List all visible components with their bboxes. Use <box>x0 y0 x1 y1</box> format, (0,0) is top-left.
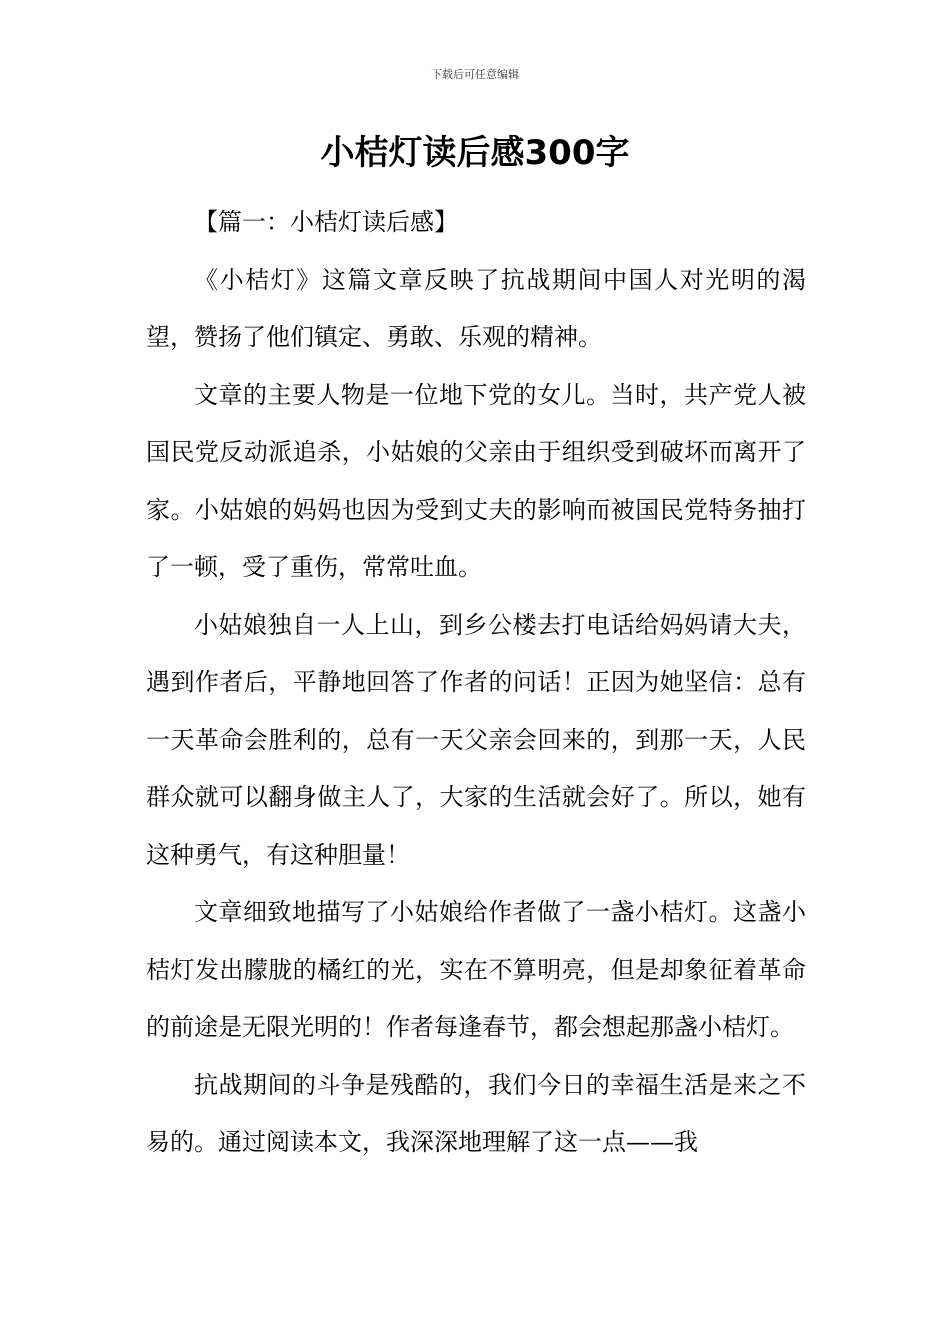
paragraph-2: 文章的主要人物是一位地下党的女儿。当时，共产党人被国民党反动派追杀，小姑娘的父亲由于组织受到破坏而离开了家。小姑娘的妈妈也因为受到丈夫的影响而被国民党特务抽打了一顿，受了重伤，常常吐血。 <box>146 380 806 581</box>
paragraph-5: 抗战期间的斗争是残酷的，我们今日的幸福生活是来之不易的。通过阅读本文，我深深地理解了这一点——我 <box>146 1070 806 1156</box>
paragraph-3: 小姑娘独自一人上山，到乡公楼去打电话给妈妈请大夫，遇到作者后，平静地回答了作者的问话！正因为她坚信：总有一天革命会胜利的，总有一天父亲会回来的，到那一天，人民群众就可以翻身做主人了，大家的生活就会好了。所以，她有这种勇气，有这种胆量！ <box>146 610 806 869</box>
paragraph-4: 文章细致地描写了小姑娘给作者做了一盏小桔灯。这盏小桔灯发出朦胧的橘红的光，实在不算明亮，但是却象征着革命的前途是无限光明的！作者每逢春节，都会想起那盏小桔灯。 <box>146 898 806 1041</box>
section-heading: 【篇一：小桔灯读后感】 <box>194 208 458 236</box>
header-note: 下载后可任意编辑 <box>431 68 519 81</box>
document-title: 小桔灯读后感300字 <box>320 133 630 173</box>
paragraph-1: 《小桔灯》这篇文章反映了抗战期间中国人对光明的渴望，赞扬了他们镇定、勇敢、乐观的精神。 <box>146 265 806 351</box>
document-body <box>146 194 806 1172</box>
